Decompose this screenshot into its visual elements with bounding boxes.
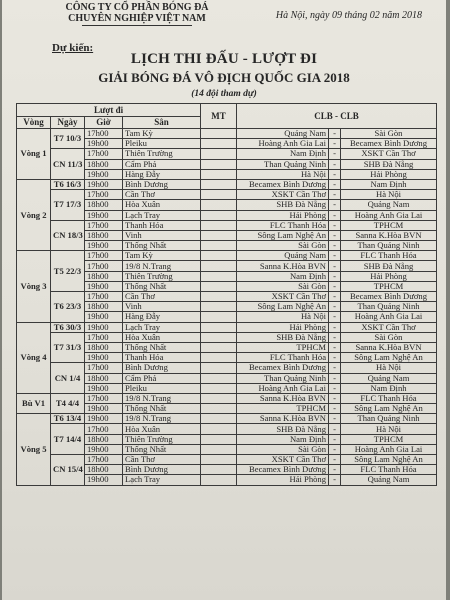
day-label: T4 4/4 — [51, 393, 85, 413]
home-team: Quảng Nam — [237, 251, 329, 261]
away-team: Sanna K.Hòa BVN — [341, 230, 437, 240]
header-time: Giờ — [85, 117, 123, 129]
home-team: SHB Đà Nẵng — [237, 424, 329, 434]
match-row — [17, 363, 437, 373]
match-venue: Hàng Đẫy — [123, 169, 201, 179]
team-separator: - — [329, 230, 341, 240]
team-separator: - — [329, 465, 341, 475]
match-mt — [201, 241, 237, 251]
match-venue: Thống Nhất — [123, 241, 201, 251]
match-mt — [201, 129, 237, 139]
match-time: 19h00 — [85, 322, 123, 332]
match-mt — [201, 383, 237, 393]
away-team: Nam Định — [341, 179, 437, 189]
match-time: 19h00 — [85, 475, 123, 485]
header-leg: Lượt đi — [17, 104, 201, 117]
match-row — [17, 220, 437, 230]
match-mt — [201, 434, 237, 444]
match-venue: Vinh — [123, 302, 201, 312]
away-team: Than Quảng Ninh — [341, 241, 437, 251]
match-mt — [201, 292, 237, 302]
team-separator: - — [329, 200, 341, 210]
home-team: Sài Gòn — [237, 281, 329, 291]
team-separator: - — [329, 179, 341, 189]
match-time: 17h00 — [85, 455, 123, 465]
match-time: 17h00 — [85, 292, 123, 302]
match-venue: Tam Kỳ — [123, 129, 201, 139]
match-venue: Tam Kỳ — [123, 251, 201, 261]
match-venue: Cần Thơ — [123, 292, 201, 302]
away-team: Sông Lam Nghệ An — [341, 455, 437, 465]
match-venue: Thanh Hóa — [123, 353, 201, 363]
match-row — [17, 414, 437, 424]
day-label: T6 13/4 — [51, 414, 85, 424]
team-separator: - — [329, 414, 341, 424]
match-venue: Hòa Xuân — [123, 332, 201, 342]
header-round: Vòng — [17, 117, 51, 129]
match-venue: Thống Nhất — [123, 342, 201, 352]
away-team: FLC Thanh Hóa — [341, 465, 437, 475]
away-team: Sài Gòn — [341, 129, 437, 139]
match-mt — [201, 302, 237, 312]
home-team: Nam Định — [237, 434, 329, 444]
match-mt — [201, 322, 237, 332]
team-separator: - — [329, 424, 341, 434]
home-team: Sông Lam Nghệ An — [237, 230, 329, 240]
match-time: 19h00 — [85, 281, 123, 291]
match-mt — [201, 139, 237, 149]
header-day: Ngày — [51, 117, 85, 129]
match-time: 19h00 — [85, 139, 123, 149]
away-team: Sanna K.Hòa BVN — [341, 342, 437, 352]
teams-note: (14 đội tham dự) — [191, 89, 257, 99]
team-separator: - — [329, 434, 341, 444]
home-team: Sanna K.Hòa BVN — [237, 414, 329, 424]
schedule-document — [2, 0, 446, 600]
match-venue: Hòa Xuân — [123, 424, 201, 434]
match-mt — [201, 444, 237, 454]
header-clubs: CLB - CLB — [237, 104, 437, 129]
home-team: Nam Định — [237, 271, 329, 281]
match-row — [17, 149, 437, 159]
match-venue: Lạch Tray — [123, 210, 201, 220]
away-team: Sài Gòn — [341, 332, 437, 342]
match-time: 17h00 — [85, 363, 123, 373]
match-time: 19h00 — [85, 404, 123, 414]
team-separator: - — [329, 261, 341, 271]
home-team: Sài Gòn — [237, 444, 329, 454]
draft-label: Dự kiến: — [52, 42, 94, 54]
match-time: 19h00 — [85, 312, 123, 322]
team-separator: - — [329, 281, 341, 291]
match-row — [17, 179, 437, 189]
match-mt — [201, 312, 237, 322]
away-team: TPHCM — [341, 434, 437, 444]
team-separator: - — [329, 139, 341, 149]
day-label: CN 1/4 — [51, 363, 85, 394]
away-team: Hoàng Anh Gia Lai — [341, 312, 437, 322]
round-label: Vòng 4 — [17, 322, 51, 393]
team-separator: - — [329, 363, 341, 373]
team-separator: - — [329, 251, 341, 261]
round-label: Bù V1 — [17, 393, 51, 413]
away-team: TPHCM — [341, 220, 437, 230]
team-separator: - — [329, 241, 341, 251]
match-venue: 19/8 N.Trang — [123, 261, 201, 271]
home-team: Hà Nội — [237, 312, 329, 322]
team-separator: - — [329, 393, 341, 403]
day-label: CN 18/3 — [51, 220, 85, 251]
match-row — [17, 190, 437, 200]
day-label: T7 14/4 — [51, 424, 85, 455]
home-team: Hoàng Anh Gia Lai — [237, 383, 329, 393]
match-row — [17, 424, 437, 434]
match-row — [17, 251, 437, 261]
home-team: FLC Thanh Hóa — [237, 220, 329, 230]
match-venue: Bình Dương — [123, 363, 201, 373]
round-label: Vòng 3 — [17, 251, 51, 322]
home-team: Becamex Bình Dương — [237, 363, 329, 373]
header-venue: Sân — [123, 117, 201, 129]
home-team: SHB Đà Nẵng — [237, 332, 329, 342]
day-label: CN 15/4 — [51, 455, 85, 486]
match-time: 17h00 — [85, 424, 123, 434]
match-time: 19h00 — [85, 179, 123, 189]
header-mt: MT — [201, 104, 237, 129]
match-mt — [201, 424, 237, 434]
company-line-1: CÔNG TY CỔ PHẦN BÓNG ĐÁ — [65, 2, 209, 13]
match-venue: Thống Nhất — [123, 444, 201, 454]
team-separator: - — [329, 444, 341, 454]
home-team: FLC Thanh Hóa — [237, 353, 329, 363]
home-team: Hà Nội — [237, 169, 329, 179]
away-team: FLC Thanh Hóa — [341, 393, 437, 403]
match-time: 17h00 — [85, 190, 123, 200]
match-mt — [201, 149, 237, 159]
team-separator: - — [329, 342, 341, 352]
match-venue: Bình Dương — [123, 179, 201, 189]
day-label: T7 10/3 — [51, 129, 85, 149]
match-time: 18h00 — [85, 434, 123, 444]
away-team: XSKT Cần Thơ — [341, 149, 437, 159]
home-team: Hoàng Anh Gia Lai — [237, 139, 329, 149]
day-label: T6 16/3 — [51, 179, 85, 189]
day-label: CN 11/3 — [51, 149, 85, 180]
match-mt — [201, 179, 237, 189]
home-team: Nam Định — [237, 149, 329, 159]
away-team: Hải Phòng — [341, 169, 437, 179]
home-team: Sanna K.Hòa BVN — [237, 393, 329, 403]
match-mt — [201, 393, 237, 403]
away-team: Quảng Nam — [341, 475, 437, 485]
document-subtitle: GIẢI BÓNG ĐÁ VÔ ĐỊCH QUỐC GIA 2018 — [98, 70, 350, 85]
match-time: 19h00 — [85, 210, 123, 220]
match-mt — [201, 404, 237, 414]
away-team: XSKT Cần Thơ — [341, 322, 437, 332]
match-venue: Lạch Tray — [123, 475, 201, 485]
team-separator: - — [329, 302, 341, 312]
match-venue: 19/8 N.Trang — [123, 393, 201, 403]
away-team: Quảng Nam — [341, 200, 437, 210]
day-label: T7 17/3 — [51, 190, 85, 221]
document-title: LỊCH THI ĐẤU - LƯỢT ĐI — [130, 51, 318, 67]
home-team: Sài Gòn — [237, 241, 329, 251]
team-separator: - — [329, 373, 341, 383]
match-venue: Cần Thơ — [123, 455, 201, 465]
away-team: SHB Đà Nẵng — [341, 261, 437, 271]
team-separator: - — [329, 383, 341, 393]
match-mt — [201, 414, 237, 424]
match-time: 19h00 — [85, 241, 123, 251]
team-separator: - — [329, 353, 341, 363]
match-mt — [201, 261, 237, 271]
match-time: 17h00 — [85, 220, 123, 230]
team-separator: - — [329, 129, 341, 139]
match-mt — [201, 455, 237, 465]
home-team: Than Quảng Ninh — [237, 373, 329, 383]
match-mt — [201, 342, 237, 352]
team-separator: - — [329, 312, 341, 322]
away-team: Hà Nội — [341, 424, 437, 434]
away-team: Quảng Nam — [341, 373, 437, 383]
match-time: 18h00 — [85, 373, 123, 383]
match-time: 17h00 — [85, 332, 123, 342]
home-team: XSKT Cần Thơ — [237, 455, 329, 465]
round-label: Vòng 2 — [17, 179, 51, 250]
team-separator: - — [329, 220, 341, 230]
match-time: 17h00 — [85, 129, 123, 139]
match-row — [17, 455, 437, 465]
round-label: Vòng 5 — [17, 414, 51, 485]
match-mt — [201, 210, 237, 220]
match-time: 18h00 — [85, 302, 123, 312]
match-mt — [201, 271, 237, 281]
home-team: SHB Đà Nẵng — [237, 200, 329, 210]
match-mt — [201, 220, 237, 230]
team-separator: - — [329, 332, 341, 342]
away-team: Nam Định — [341, 383, 437, 393]
match-mt — [201, 230, 237, 240]
match-time: 17h00 — [85, 393, 123, 403]
match-mt — [201, 465, 237, 475]
match-time: 18h00 — [85, 342, 123, 352]
home-team: TPHCM — [237, 342, 329, 352]
team-separator: - — [329, 149, 341, 159]
match-mt — [201, 169, 237, 179]
away-team: Becamex Bình Dương — [341, 292, 437, 302]
match-row — [17, 332, 437, 342]
home-team: Hải Phòng — [237, 322, 329, 332]
match-mt — [201, 251, 237, 261]
schedule-body — [17, 129, 437, 486]
header-row-top — [17, 104, 437, 117]
schedule-table — [16, 103, 437, 486]
match-venue: Vinh — [123, 230, 201, 240]
company-name — [32, 2, 242, 24]
match-time: 18h00 — [85, 271, 123, 281]
home-team: Becamex Bình Dương — [237, 465, 329, 475]
match-mt — [201, 332, 237, 342]
match-time: 17h00 — [85, 261, 123, 271]
home-team: Hải Phòng — [237, 475, 329, 485]
match-row — [17, 292, 437, 302]
team-separator: - — [329, 190, 341, 200]
team-separator: - — [329, 210, 341, 220]
match-mt — [201, 190, 237, 200]
match-time: 19h00 — [85, 169, 123, 179]
match-time: 17h00 — [85, 251, 123, 261]
home-team: Than Quảng Ninh — [237, 159, 329, 169]
match-venue: Hòa Xuân — [123, 200, 201, 210]
match-mt — [201, 353, 237, 363]
home-team: XSKT Cần Thơ — [237, 292, 329, 302]
day-label: T5 22/3 — [51, 251, 85, 292]
away-team: Hà Nội — [341, 190, 437, 200]
home-team: Becamex Bình Dương — [237, 179, 329, 189]
home-team: Sanna K.Hòa BVN — [237, 261, 329, 271]
day-label: T7 31/3 — [51, 332, 85, 363]
home-team: Sông Lam Nghệ An — [237, 302, 329, 312]
away-team: SHB Đà Nẵng — [341, 159, 437, 169]
away-team: Becamex Bình Dương — [341, 139, 437, 149]
match-mt — [201, 373, 237, 383]
team-separator: - — [329, 271, 341, 281]
away-team: TPHCM — [341, 281, 437, 291]
match-mt — [201, 281, 237, 291]
away-team: Than Quảng Ninh — [341, 414, 437, 424]
match-venue: Cần Thơ — [123, 190, 201, 200]
day-label: T6 30/3 — [51, 322, 85, 332]
match-row — [17, 129, 437, 139]
match-venue: Thiên Trường — [123, 149, 201, 159]
match-venue: Hàng Đẫy — [123, 312, 201, 322]
away-team: Hà Nội — [341, 363, 437, 373]
match-time: 19h00 — [85, 353, 123, 363]
away-team: Hoàng Anh Gia Lai — [341, 444, 437, 454]
team-separator: - — [329, 159, 341, 169]
home-team: TPHCM — [237, 404, 329, 414]
match-venue: Thiên Trường — [123, 271, 201, 281]
team-separator: - — [329, 475, 341, 485]
team-separator: - — [329, 322, 341, 332]
match-venue: Thanh Hóa — [123, 220, 201, 230]
match-venue: Thống Nhất — [123, 404, 201, 414]
round-label: Vòng 1 — [17, 129, 51, 180]
match-venue: Bình Dương — [123, 465, 201, 475]
company-line-2: CHUYÊN NGHIỆP VIỆT NAM — [68, 13, 206, 24]
match-venue: Lạch Tray — [123, 322, 201, 332]
match-time: 18h00 — [85, 159, 123, 169]
away-team: Than Quảng Ninh — [341, 302, 437, 312]
match-venue: Cẩm Phả — [123, 373, 201, 383]
match-time: 18h00 — [85, 200, 123, 210]
match-mt — [201, 475, 237, 485]
team-separator: - — [329, 404, 341, 414]
match-mt — [201, 159, 237, 169]
match-mt — [201, 200, 237, 210]
match-venue: Pleiku — [123, 139, 201, 149]
match-time: 17h00 — [85, 149, 123, 159]
dateline: Hà Nội, ngày 09 tháng 02 năm 2018 — [275, 10, 422, 21]
match-time: 19h00 — [85, 414, 123, 424]
match-row — [17, 322, 437, 332]
match-row — [17, 393, 437, 403]
away-team: Sông Lam Nghệ An — [341, 353, 437, 363]
match-venue: Cẩm Phả — [123, 159, 201, 169]
team-separator: - — [329, 292, 341, 302]
day-label: T6 23/3 — [51, 292, 85, 323]
match-time: 19h00 — [85, 383, 123, 393]
match-time: 18h00 — [85, 230, 123, 240]
away-team: Hoàng Anh Gia Lai — [341, 210, 437, 220]
home-team: XSKT Cần Thơ — [237, 190, 329, 200]
team-separator: - — [329, 455, 341, 465]
match-mt — [201, 363, 237, 373]
match-venue: Thống Nhất — [123, 281, 201, 291]
away-team: FLC Thanh Hóa — [341, 251, 437, 261]
away-team: Sông Lam Nghệ An — [341, 404, 437, 414]
match-time: 19h00 — [85, 444, 123, 454]
match-venue: 19/8 N.Trang — [123, 414, 201, 424]
team-separator: - — [329, 169, 341, 179]
home-team: Quảng Nam — [237, 129, 329, 139]
match-venue: Thiên Trường — [123, 434, 201, 444]
company-underline — [82, 25, 192, 26]
match-time: 18h00 — [85, 465, 123, 475]
match-venue: Pleiku — [123, 383, 201, 393]
home-team: Hải Phòng — [237, 210, 329, 220]
away-team: Hải Phòng — [341, 271, 437, 281]
